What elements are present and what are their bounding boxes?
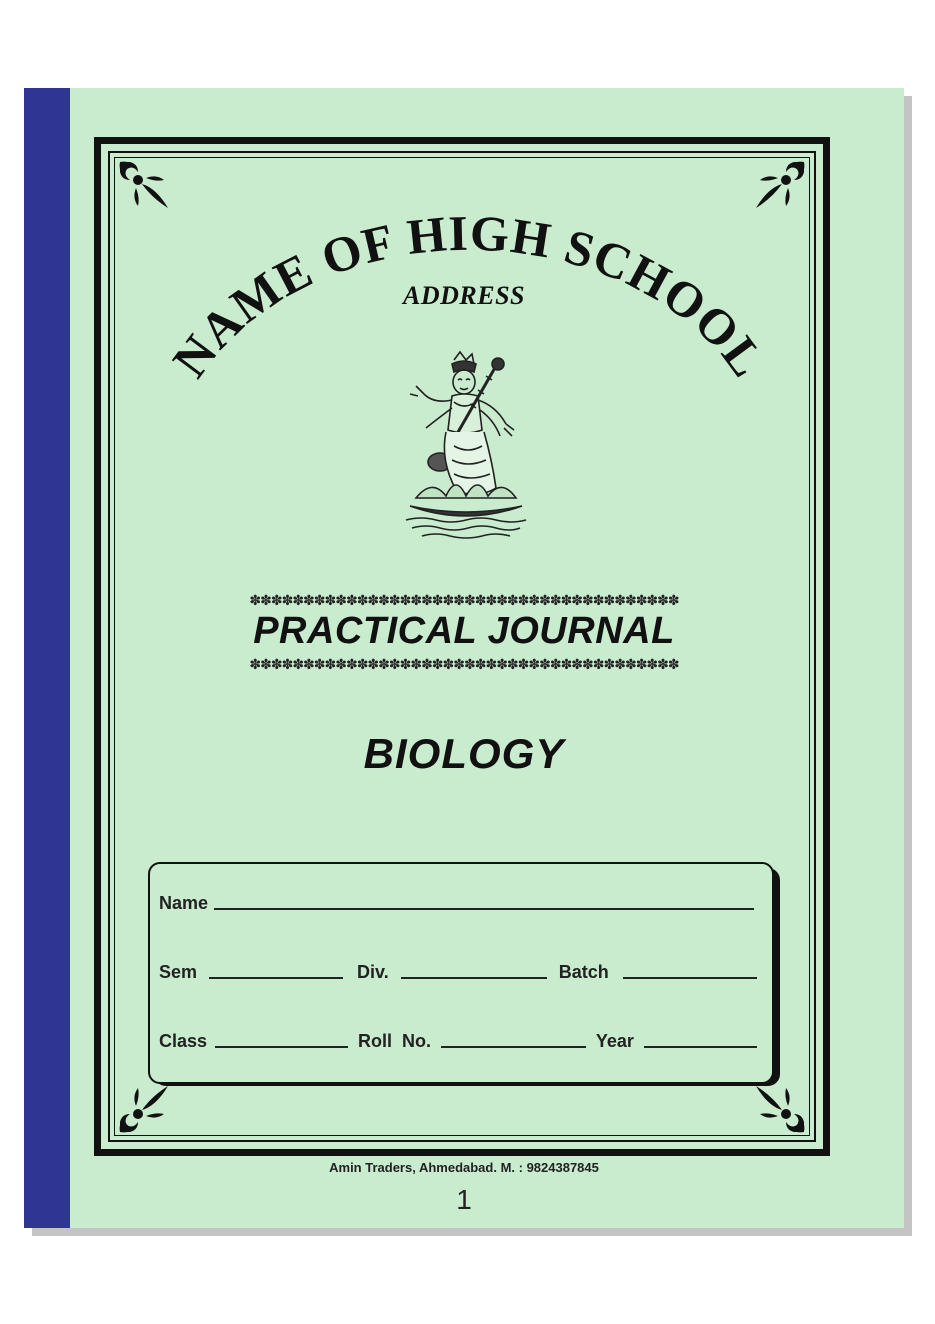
div-field[interactable]	[401, 976, 547, 979]
class-label: Class	[159, 1031, 208, 1051]
corner-ornament-icon	[116, 1080, 172, 1136]
sem-div-batch-row	[159, 957, 757, 985]
school-name: NAME OF HIGH SCHOOL	[161, 204, 777, 388]
saraswati-illustration-icon	[396, 350, 536, 540]
batch-label: Batch	[558, 962, 609, 982]
corner-ornament-icon	[752, 1080, 808, 1136]
class-field[interactable]	[215, 1045, 348, 1048]
page-number: 1	[456, 1184, 472, 1215]
journal-cover	[24, 88, 904, 1228]
roll-label: Roll No.	[358, 1031, 431, 1051]
journal-title: PRACTICAL JOURNAL	[253, 610, 675, 652]
sem-label: Sem	[159, 962, 198, 982]
year-field[interactable]	[644, 1045, 757, 1048]
name-row	[159, 888, 757, 916]
star-border-bottom: ✽✽✽✽✽✽✽✽✽✽✽✽✽✽✽✽✽✽✽✽✽✽✽✽✽✽✽✽✽✽✽✽✽✽✽✽✽✽✽✽	[249, 658, 679, 672]
roll-field[interactable]	[441, 1045, 586, 1048]
star-border-top: ✽✽✽✽✽✽✽✽✽✽✽✽✽✽✽✽✽✽✽✽✽✽✽✽✽✽✽✽✽✽✽✽✽✽✽✽✽✽✽✽	[249, 594, 679, 608]
batch-field[interactable]	[623, 976, 757, 979]
name-field[interactable]	[214, 907, 754, 910]
school-address: ADDRESS	[403, 281, 525, 310]
year-label: Year	[595, 1031, 634, 1051]
subject-title: BIOLOGY	[363, 730, 565, 777]
div-label: Div.	[357, 962, 389, 982]
publisher-line: Amin Traders, Ahmedabad. M. : 9824387845	[329, 1160, 599, 1175]
sem-field[interactable]	[209, 976, 343, 979]
class-roll-year-row	[159, 1026, 757, 1054]
name-label: Name	[159, 893, 209, 913]
